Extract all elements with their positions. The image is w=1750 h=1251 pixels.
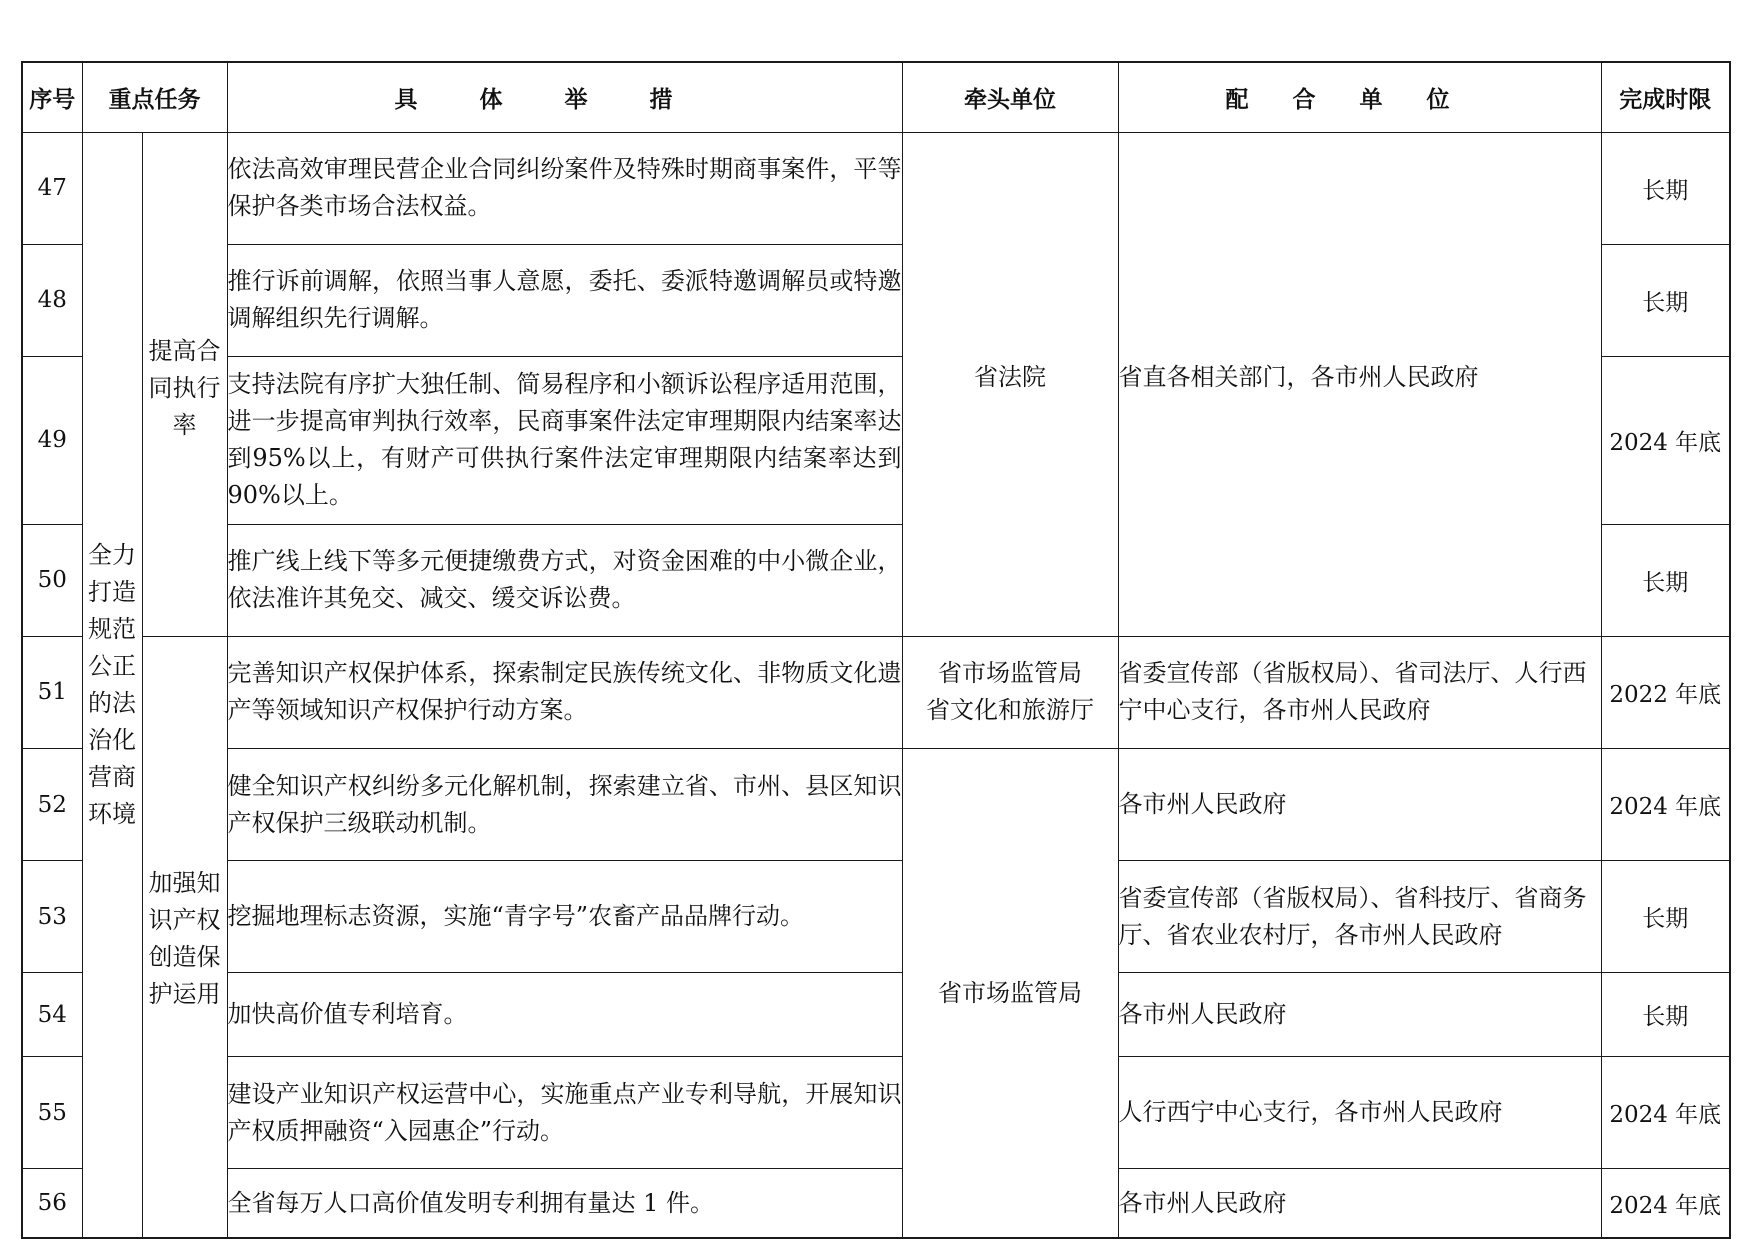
deadline-cell: 2024 年底: [1601, 356, 1730, 524]
measure-cell: 加快高价值专利培育。: [227, 973, 902, 1057]
row-number: 55: [22, 1057, 82, 1169]
measure-cell: 支持法院有序扩大独任制、简易程序和小额诉讼程序适用范围，进一步提高审判执行效率，民商事案件法定审理期限内结案率达到95%以上，有财产可供执行案件法定审理期限内结案率达到90%以上。: [227, 356, 902, 524]
coop-unit-cell: 省委宣传部（省版权局）、省科技厅、省商务厅、省农业农村厅，各市州人民政府: [1118, 861, 1601, 973]
table-row: [22, 861, 1730, 973]
deadline-cell: 长期: [1601, 132, 1730, 244]
deadline-cell: 2024 年底: [1601, 1169, 1730, 1238]
header-measures: 具体举措: [227, 62, 902, 132]
coop-unit-cell: 人行西宁中心支行，各市州人民政府: [1118, 1057, 1601, 1169]
row-number: 51: [22, 636, 82, 748]
deadline-cell: 2022 年底: [1601, 636, 1730, 748]
deadline-cell: 长期: [1601, 861, 1730, 973]
coop-unit-cell: 省委宣传部（省版权局）、省司法厅、人行西宁中心支行，各市州人民政府: [1118, 636, 1601, 748]
measure-cell: 健全知识产权纠纷多元化解机制，探索建立省、市州、县区知识产权保护三级联动机制。: [227, 749, 902, 861]
lead-unit-market: 省市场监管局: [902, 749, 1118, 1238]
header-key-task: 重点任务: [82, 62, 227, 132]
deadline-cell: 长期: [1601, 244, 1730, 356]
deadline-cell: 2024 年底: [1601, 1057, 1730, 1169]
measure-cell: 推行诉前调解，依照当事人意愿，委托、委派特邀调解员或特邀调解组织先行调解。: [227, 244, 902, 356]
lead-unit-court: 省法院: [902, 132, 1118, 636]
row-number: 47: [22, 132, 82, 244]
header-coop-units: 配合单位: [1118, 62, 1601, 132]
row-number: 54: [22, 973, 82, 1057]
coop-unit-cell: 各市州人民政府: [1118, 749, 1601, 861]
header-lead-unit: 牵头单位: [902, 62, 1118, 132]
coop-unit-cell: 各市州人民政府: [1118, 1169, 1601, 1238]
header-index: 序号: [22, 62, 82, 132]
table-row: [22, 1169, 1730, 1238]
deadline-cell: 2024 年底: [1601, 749, 1730, 861]
lead-unit-market-culture: 省市场监管局 省文化和旅游厅: [902, 636, 1118, 748]
measure-cell: 依法高效审理民营企业合同纠纷案件及特殊时期商事案件，平等保护各类市场合法权益。: [227, 132, 902, 244]
row-number: 48: [22, 244, 82, 356]
table-row: [22, 132, 1730, 244]
row-number: 50: [22, 524, 82, 636]
row-number: 52: [22, 749, 82, 861]
table-row: [22, 973, 1730, 1057]
measure-cell: 推广线上线下等多元便捷缴费方式，对资金困难的中小微企业，依法准许其免交、减交、缓交诉讼费。: [227, 524, 902, 636]
main-task-cell: 全力打造规范公正的法治化营商环境: [82, 132, 142, 1238]
measure-cell: 全省每万人口高价值发明专利拥有量达 1 件。: [227, 1169, 902, 1238]
deadline-cell: 长期: [1601, 524, 1730, 636]
coop-unit-group: 省直各相关部门，各市州人民政府: [1118, 132, 1601, 636]
sub-task-contract: 提高合同执行率: [142, 132, 227, 636]
coop-unit-cell: 各市州人民政府: [1118, 973, 1601, 1057]
sub-task-ip: 加强知识产权创造保护运用: [142, 636, 227, 1238]
measure-cell: 建设产业知识产权运营中心，实施重点产业专利导航，开展知识产权质押融资“入园惠企”行动。: [227, 1057, 902, 1169]
header-deadline: 完成时限: [1601, 62, 1730, 132]
table-row: [22, 749, 1730, 861]
measure-cell: 挖掘地理标志资源，实施“青字号”农畜产品品牌行动。: [227, 861, 902, 973]
row-number: 49: [22, 356, 82, 524]
task-table: [21, 61, 1731, 1239]
measure-cell: 完善知识产权保护体系，探索制定民族传统文化、非物质文化遗产等领域知识产权保护行动方案。: [227, 636, 902, 748]
row-number: 53: [22, 861, 82, 973]
deadline-cell: 长期: [1601, 973, 1730, 1057]
row-number: 56: [22, 1169, 82, 1238]
table-row: [22, 1057, 1730, 1169]
table-row: [22, 636, 1730, 748]
header-row: [22, 62, 1730, 132]
